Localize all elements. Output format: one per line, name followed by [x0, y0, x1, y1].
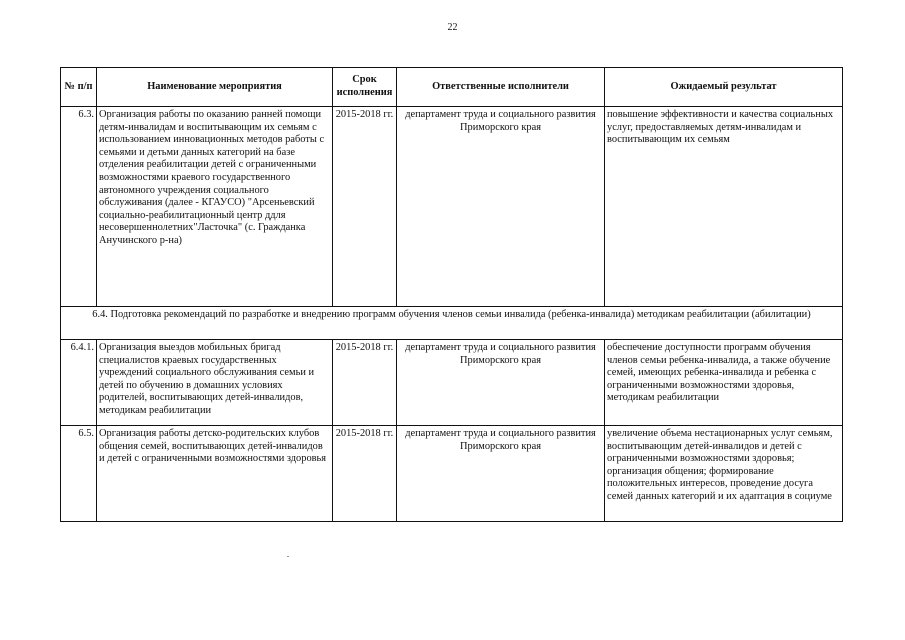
row-result: повышение эффективности и качества социальных услуг, предоставляемых детям-инвалидам и воспитывающим их семьям [605, 107, 843, 307]
row-result: обеспечение доступности программ обучения членов семьи ребенка-инвалида, а также обучение семей, имеющих ребенка-инвалида и ребенка с ограниченными возможностями здоровья, методикам реабилитации [605, 340, 843, 426]
row-responsible: департамент труда и социального развития Приморского края [397, 426, 605, 522]
header-num: № п/п [61, 68, 97, 107]
table-header-row [61, 68, 843, 107]
section-heading: 6.4. Подготовка рекомендаций по разработке и внедрению программ обучения членов семьи инвалида (ребенка-инвалида) методикам реабилитации (абилитации) [61, 307, 843, 340]
row-term: 2015-2018 гг. [333, 340, 397, 426]
measures-table [60, 67, 843, 522]
row-name: Организация выездов мобильных бригад специалистов краевых государственных учреждений социального обслуживания семьи и детей по обучению в домашних условиях родителей, воспитывающих детей-инвалидов, методикам реабилитации [97, 340, 333, 426]
header-term: Срок исполнения [333, 68, 397, 107]
header-name: Наименование мероприятия [97, 68, 333, 107]
row-responsible: департамент труда и социального развития Приморского края [397, 340, 605, 426]
row-term: 2015-2018 гг. [333, 426, 397, 522]
row-num: 6.5. [61, 426, 97, 522]
section-row [61, 307, 843, 340]
page-number: 22 [447, 22, 458, 33]
row-num: 6.3. [61, 107, 97, 307]
row-result: увеличение объема нестационарных услуг семьям, воспитывающим детей-инвалидов и детей с ограниченными возможностями здоровья; организация общения; формирование положительных интересов, проведение досуга семей данных категорий и их адаптация в социуме [605, 426, 843, 522]
row-name: Организация работы детско-родительских клубов общения семей, воспитывающих детей-инвалидов и детей с ограниченными возможностями здоровья [97, 426, 333, 522]
table-row [61, 107, 843, 307]
row-name: Организация работы по оказанию ранней помощи детям-инвалидам и воспитывающим их семьям с использованием инновационных методов работы с семьями и детьми данных категорий на базе отделения реабилитации детей с ограниченными возможностями краевого государственного автономного учреждения социального обслуживания (далее - КГАУСО) "Арсеньевский социально-реабилитационный центр ддля несовершеннолетних"Ласточка" (с. Гражданка Анучинского р-на) [97, 107, 333, 307]
scan-artifact [287, 556, 289, 557]
row-term: 2015-2018 гг. [333, 107, 397, 307]
header-result: Ожидаемый результат [605, 68, 843, 107]
table-row [61, 340, 843, 426]
row-num: 6.4.1. [61, 340, 97, 426]
table-row [61, 426, 843, 522]
header-responsible: Ответственные исполнители [397, 68, 605, 107]
row-responsible: департамент труда и социального развития Приморского края [397, 107, 605, 307]
